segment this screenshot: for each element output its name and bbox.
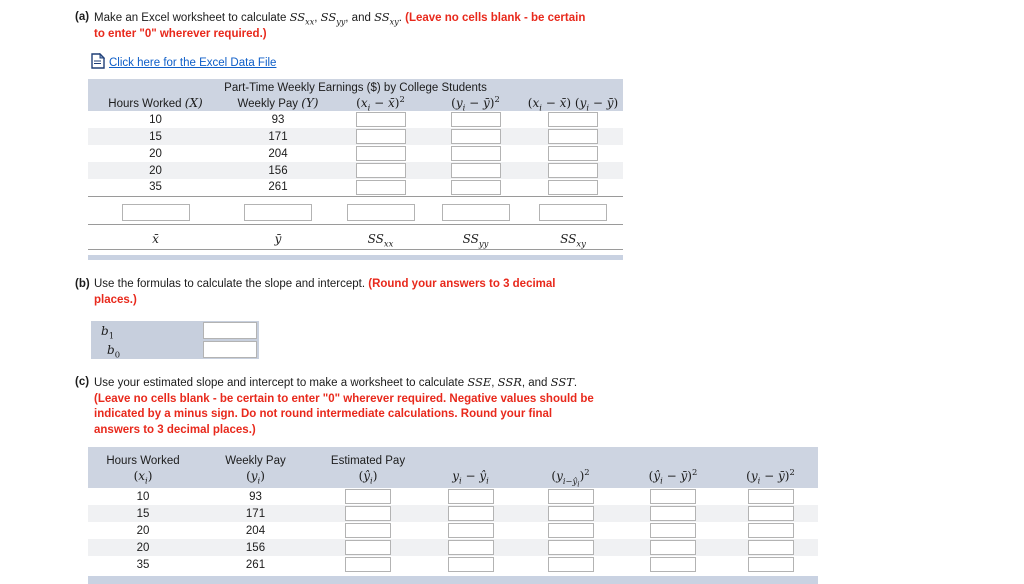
worksheet-cell-input[interactable]: [448, 489, 494, 504]
worksheet-cell-input[interactable]: [650, 523, 696, 538]
table-row: [88, 505, 818, 522]
worksheet-cell-input[interactable]: [356, 180, 406, 195]
cell-pay: 261: [268, 181, 288, 194]
worksheet-cell-input[interactable]: [448, 557, 494, 572]
b1-row: [91, 321, 259, 340]
worksheet-cell-input[interactable]: [748, 506, 794, 521]
cell-hours: 35: [149, 181, 162, 194]
worksheet-cell-input[interactable]: [451, 129, 501, 144]
xbar-total-input[interactable]: [122, 204, 190, 221]
col-header-x-dev-squared: ($x_i$ − x̄)$^2$: [333, 94, 428, 111]
slope-intercept-table: [91, 321, 259, 359]
worksheet-cell-input[interactable]: [448, 540, 494, 555]
footer-labels-row: [88, 230, 623, 249]
part-b-text: Use the formulas to calculate the slope and intercept. (Round your answers to 3 decimal places.): [94, 278, 556, 306]
worksheet-cell-input[interactable]: [345, 489, 391, 504]
table1-header-row: [88, 94, 623, 111]
col-header-total-dev-squared: ($y_i$ − ȳ)$^2$: [723, 447, 818, 488]
table-row: [88, 111, 623, 128]
col-header-estimated-pay: Estimated Pay $(ŷ_i)$: [313, 447, 423, 488]
table-row: [88, 162, 623, 179]
part-c-text: Use your estimated slope and intercept to make a worksheet to calculate SSE, SSR, and SST. (Leave no cells blank - be certain to enter "0" wherever required. Negative values should be indicated by a minus sign. Do not round intermediate calculations. Round your final answers to 3 decimal places.): [94, 375, 594, 436]
cell-hours: 10: [136, 490, 150, 503]
worksheet-cell-input[interactable]: [345, 523, 391, 538]
worksheet-cell-input[interactable]: [451, 112, 501, 127]
table2-header-row: [88, 447, 818, 488]
ssyy-total-input[interactable]: [442, 204, 510, 221]
b1-input[interactable]: [203, 322, 257, 339]
table-row: [88, 128, 623, 145]
worksheet-cell-input[interactable]: [748, 557, 794, 572]
worksheet-cell-input[interactable]: [748, 523, 794, 538]
cell-pay: 261: [245, 558, 266, 571]
footer-label-xbar: x̄: [152, 232, 159, 247]
part-a-text: Make an Excel worksheet to calculate $SS_{xx}$, $SS_{yy}$, and $SS_{xy}$. (Leave no cells blank - be certain to enter "0" wherever required.): [94, 10, 586, 40]
col-header-residual: $y_i$ − $ŷ_i$: [423, 447, 518, 488]
worksheet-cell-input[interactable]: [345, 540, 391, 555]
worksheet-cell-input[interactable]: [345, 506, 391, 521]
worksheet-cell-input[interactable]: [650, 506, 696, 521]
totals-row: [88, 202, 623, 224]
col-header-y-dev-squared: ($y_i$ − ȳ)$^2$: [428, 94, 523, 111]
footer-label-ssxx: $SS_{xx}$: [367, 232, 394, 249]
part-b: [75, 277, 1024, 308]
cell-pay: 171: [268, 130, 288, 143]
cell-pay: 156: [268, 164, 288, 177]
worksheet-cell-input[interactable]: [356, 129, 406, 144]
cell-hours: 15: [149, 130, 162, 143]
cell-hours: 20: [149, 147, 162, 160]
worksheet-cell-input[interactable]: [548, 489, 594, 504]
part-c-label: (c): [75, 376, 90, 389]
table-row: [88, 145, 623, 162]
table-bottom-bar: [88, 576, 818, 584]
cell-hours: 15: [136, 507, 150, 520]
col-header-xy-dev-product: ($x_i$ − x̄) ($y_i$ − ȳ): [523, 94, 623, 111]
b1-label: $b_1$: [101, 323, 115, 340]
table-row: [88, 522, 818, 539]
footer-label-ybar: ȳ: [274, 232, 282, 247]
excel-file-icon: [91, 53, 105, 69]
part-a-label: (a): [75, 11, 90, 23]
excel-link-label: Click here for the Excel Data File: [109, 57, 277, 70]
worksheet-cell-input[interactable]: [548, 523, 594, 538]
cell-pay: 93: [249, 490, 262, 503]
worksheet-cell-input[interactable]: [448, 506, 494, 521]
cell-pay: 204: [268, 147, 288, 160]
b0-row: [91, 340, 259, 359]
ssxx-total-input[interactable]: [347, 204, 415, 221]
table-bottom-bar: [88, 255, 623, 260]
worksheet-cell-input[interactable]: [548, 112, 598, 127]
worksheet-cell-input[interactable]: [748, 540, 794, 555]
col-header-weekly-pay: Weekly Pay (Y): [223, 94, 333, 111]
cell-hours: 35: [136, 558, 150, 571]
ssxy-total-input[interactable]: [539, 204, 607, 221]
worksheet-cell-input[interactable]: [650, 489, 696, 504]
b0-label: $b_0$: [107, 342, 121, 359]
sse-ssr-sst-worksheet-table: [88, 447, 818, 584]
table-row: [88, 556, 818, 573]
cell-hours: 20: [136, 541, 150, 554]
table-row: [88, 539, 818, 556]
footer-label-ssyy: $SS_{yy}$: [462, 232, 489, 249]
worksheet-cell-input[interactable]: [448, 523, 494, 538]
cell-hours: 10: [149, 113, 162, 126]
cell-pay: 171: [245, 507, 266, 520]
cell-pay: 204: [245, 524, 266, 537]
table-row: [88, 179, 623, 196]
col-header-hours-worked: Hours Worked $(x_i)$: [88, 447, 198, 488]
cell-pay: 156: [245, 541, 266, 554]
excel-data-file-link[interactable]: [91, 53, 276, 69]
worksheet-cell-input[interactable]: [650, 557, 696, 572]
table1-title-row: [88, 79, 623, 94]
worksheet-cell-input[interactable]: [548, 129, 598, 144]
worksheet-cell-input[interactable]: [451, 163, 501, 178]
worksheet-cell-input[interactable]: [748, 489, 794, 504]
part-a: [75, 10, 1024, 42]
col-header-weekly-pay: Weekly Pay $(y_i)$: [198, 447, 313, 488]
worksheet-cell-input[interactable]: [548, 163, 598, 178]
footer-label-ssxy: $SS_{xy}$: [560, 232, 586, 249]
table1-title: Part-Time Weekly Earnings ($) by College Students: [88, 79, 623, 94]
worksheet-cell-input[interactable]: [356, 146, 406, 161]
worksheet-cell-input[interactable]: [548, 540, 594, 555]
cell-hours: 20: [136, 524, 150, 537]
col-header-residual-squared: $(y_{i-ŷ_i})^2$: [518, 447, 623, 488]
ybar-total-input[interactable]: [244, 204, 312, 221]
worksheet-cell-input[interactable]: [451, 180, 501, 195]
worksheet-cell-input[interactable]: [451, 146, 501, 161]
ss-worksheet-table: [88, 79, 623, 260]
worksheet-cell-input[interactable]: [356, 112, 406, 127]
worksheet-cell-input[interactable]: [548, 180, 598, 195]
worksheet-cell-input[interactable]: [650, 540, 696, 555]
col-header-regression-dev-squared: ($ŷ_i$ − ȳ)$^2$: [623, 447, 723, 488]
cell-pay: 93: [271, 113, 285, 126]
b0-input[interactable]: [203, 341, 257, 358]
worksheet-cell-input[interactable]: [345, 557, 391, 572]
part-c: [75, 375, 1024, 438]
cell-hours: 20: [149, 164, 162, 177]
worksheet-cell-input[interactable]: [548, 506, 594, 521]
worksheet-cell-input[interactable]: [548, 146, 598, 161]
part-b-label: (b): [75, 278, 90, 291]
worksheet-cell-input[interactable]: [548, 557, 594, 572]
col-header-hours-worked: Hours Worked (X): [88, 94, 223, 111]
table-row: [88, 488, 818, 505]
worksheet-cell-input[interactable]: [356, 163, 406, 178]
